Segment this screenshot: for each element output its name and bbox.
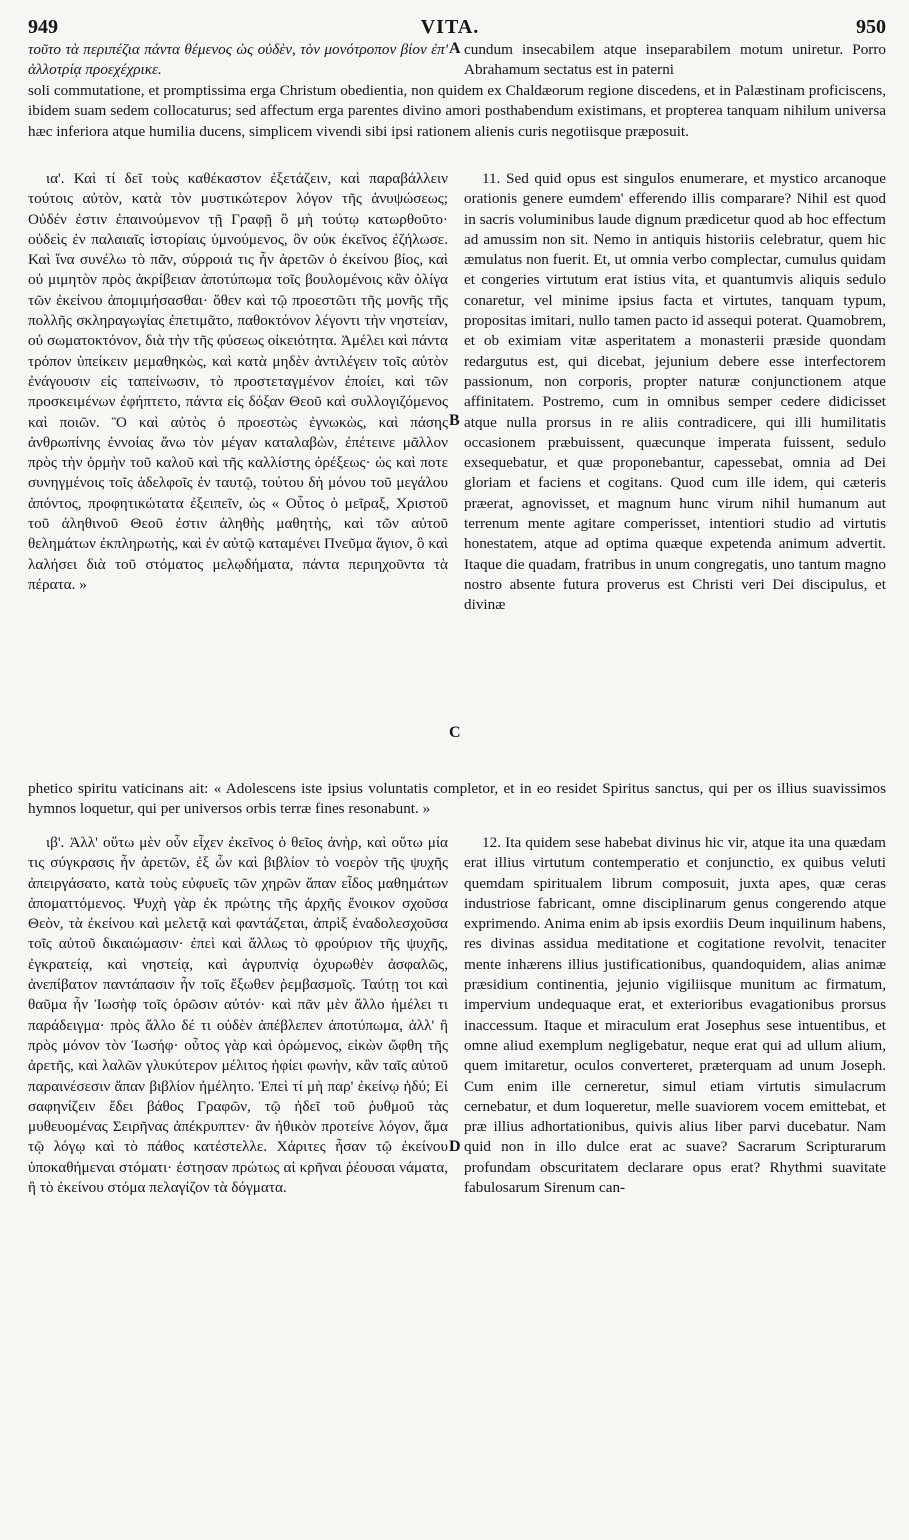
latin-text-11: 11. Sed quid opus est singulos enumerare, et mystico arcanoque orationis genere eumdem' efferendo illis comparare? Nihil est quod in sacris voluminibus laude dignum prædicetur quod ab hoc effectum ad amussim non sit. Nemo in antiquis historiis celebratur, quem hic æmulatus non fuerit. Et, ut omnia verbo complectar, cumulus quidam et congeries virtutum erat istius vita, et quantumvis aliquis sedulo conaretur, vel minime ipsius facta et virtutes, tanquam typum, propositas imitari, nullo tamen pacto id assequi poterat. Quamobrem, et ob eximiam vitæ asperitatem a monasterii præside quondam redargutus est, qui dicebat, jejunium debere esse interfectorem passionum, non corporis, propter naturæ conjunctionem atque affinitatem. Postremo, cum in omnibus semper cedere didicisset atque nulla prorsus in re aliis contradicere, qui illi humilitatis occasionem præbuissent, quæcunque imperata fuissent, sedulo exsequebatur, et quæ proponebantur, capessebat, omnia ad Dei gloriam et faciens et cogitans. Quod cum ille idem, qui cæteris præerat, agnovisset, et magnum hunc virum nihil humanum aut terrenum mente agitare comperisset, intentiori studio ad virtutis honestatem, atque ad optima quæque expetenda animum advertit. Itaque die quadam, fratribus in unum congregatis, uno tantum magno nostro absente futura proverus est Christi veri Dei discipulus, et divinæ [464, 170, 886, 614]
latin-full-width-2: phetico spiritu vaticinans ait: « Adolescens iste ipsius voluntatis completor, et in eo residet Spiritus sanctus, qui per os illius suavissimos hymnos loquetur, qui per universos orbis terræ fines resonabunt. » [28, 780, 886, 818]
greek-text-1: τοῦτο τὰ περιπέζια πάντα θέμενος ὡς οὐδὲν, τὸν μονότροπον βίον ἐπ' ἀλλοτρίᾳ προεχέχρικε. [28, 41, 448, 79]
section-2 [14, 169, 886, 779]
margin-letter-d: D [449, 1138, 461, 1155]
latin-text-12: 12. Ita quidem sese habebat divinus hic vir, atque ita una quædam erat illius virtutum contemperatio et conjunctio, ex quibus veluti quemdam spiritualem librum composuit, juxta apes, quæ ceras industriose fabricant, omne disciplinarum genus congerendo atque exprimendo. Anima enim ab ipsis exordiis Deum inquilinum habens, res divinas assidua meditatione et cogitatione revolvit, tenaciter mente inhærens illius justificationibus, quandoquidem, alias animæ præsidium continentia, jejunio vigiliisque munitum ac firmatum, impervium undequaque erat, et exterioribus evagationibus prorsus inaccessum. Itaque et miraculum erat Josephus sese intuentibus, et omne aliud exemplum negligebatur, neque erat qui ad ullum alium, quem imitaretur, oculos converteret, præterquam ad unum Joseph. Cum enim ille cerneretur, simul etiam virtutis simulacrum cernebatur, et dum loqueretur, melle suaviorem vocem emittebat, et præ illius adhortationibus, quivis alius liber parvi ducebatur. Nam quid non in illo dulce erat ac suave? Sacrarum Scripturarum profundam obscuritatem declarare opus erat? Rhythmi suavitate fabulosarum Sirenum can- [464, 834, 886, 1197]
latin-full-width-1: soli commutatione, et promptissima erga Christum obedientia, non quidem ex Chaldæorum regione discedens, et in Palæstinam proficiscens, ibidem suam sedem collocaturus; sed affectum erga parentes divino amori posthabendum existimans, et propterea tanquam nihilum universa hæc inferiora atque humilia ducens, simplicem vivendi sibi ipsi rationem alienis curis negotiisque præposuit. [28, 82, 886, 140]
page-header [14, 16, 886, 40]
greek-text-12: ιβ'. Ἀλλ' οὕτω μὲν οὖν εἶχεν ἐκεῖνος ὁ θεῖος ἀνὴρ, καὶ οὕτω μία τις σύγκρασις ἦν ἀρετῶν, ἐξ ὧν καὶ βιβλίον τὸ νοερὸν τῆς ψυχῆς ἀπειργάσατο, κατὰ τοὺς εὐφυεῖς τῶν χηρῶν ἅπαν εἶδος μαθημάτων ἀποματτόμενος. Ψυχὴ γὰρ ἐκ πρώτης τῆς ἀρχῆς ἔνοικον σχοῦσα Θεὸν, τὰ ἐκείνου καὶ μελετᾷ καὶ φαντάζεται, ἀπρὶξ ἐναδολεσχοῦσα τοῖς αὐτοῦ δικαιώμασιν· ἐπεὶ καὶ ἄλλως τὸ φρούριον τῆς ψυχῆς, ἐγκρατείᾳ, καὶ νηστείᾳ, καὶ ἀγρυπνίᾳ ὀχυρωθὲν ἀσφαλῶς, ἀνεπίβατον παντάπασιν ἦν τοῖς ἔξωθεν ῥεμβασμοῖς. Ταύτῃ τοι καὶ θαῦμα ἦν Ἰωσὴφ τοῖς ὁρῶσιν αὐτόν· καὶ πᾶν μὲν ἄλλο ἠμέλει τι παράδειγμα· πρὸς ἄλλο δέ τι οὐδὲν ἀπέβλεπεν ἀποτύπωμα, ἀλλ' ἢ πρὸς μόνον τὸν Ἰωσήφ· οὗτος γὰρ καὶ ὁρώμενος, εἰκὼν ὤφθη τῆς ἀρετῆς, καὶ λαλῶν γλυκύτερον μέλιτος ἠφίει φωνὴν, κἂν ταῖς αὐτοῦ παραινέσεσιν ἅπαν βιβλίον ἠμέλητο. Ἐπεὶ τί μὴ παρ' ἐκείνῳ ἡδύ; Εἰ σαφηνίζειν ἔδει βάθος Γραφῶν, τῷ ἠδεῖ τοῦ ῥυθμοῦ τὰς μυθευομένας Σειρῆνας ἀπέκρυπτεν· ἂν ἠθικὸν προτείνε λόγον, ἅμα τῷ λόγῳ καὶ τὸ πάθος κατέστελλε. Χάριτες ἦσαν τῷ ἐκείνου ὑποκαθήμεναι στόματι· ἐστησαν πρώτως αἱ κρῆναι ῥέουσαι νάματα, ἢ τὸ ἐκείνου στόμα πελαγίζον τὰ δόγματα. [28, 834, 448, 1197]
margin-letter-a: A [449, 40, 461, 57]
greek-text-11: ια'. Καὶ τί δεῖ τοὺς καθέκαστον ἐξετάζειν, καὶ παραβάλλειν τούτοις αὐτὸν, κατὰ τὸν μυστικώτερον λόγον τῆς ἀνυψώσεως; Οὐδέν ἐστιν ἐπαινούμενον τῇ Γραφῇ ὃ μὴ τούτῳ κατωρθοῦτο· οὐδεὶς ἐν παλαιαῖς ἱστορίαις ὑμνούμενος, ὃν οὐκ ἐκεῖνος ἐζήλωσε. Καὶ ἵνα συνέλω τὸ πᾶν, σύρροιά τις ἦν ἀρετῶν ὁ ἐκείνου βίος, καὶ οὐ μιμητὸν πρὸς ἀκρίβειαν ἀποτύπωμα τοῖς βουλομένοις κἂν ὀλίγα τῶν ἐκείνου ἀπομιμήσασθαι· ὅθεν καὶ τῷ προεστῶτι τῆς μονῆς τῆς πολλῆς σκληραγωγίας ἐπετιμᾶτο, παθοκτόνον λέγοντι τὴν νηστείαν, οὐ σωματοκτόνον, διὰ τὴν τῆς φύσεως οἰκειότητα. Ἀμέλει καὶ πάντα τρόπον ὑπείκειν μεμαθηκὼς, καὶ κατὰ μηδὲν ἀντιλέγειν τοῖς αὐτὸν ἐνάγουσιν εἰς ταπείνωσιν, τὸ προστεταγμένον ἐποίει, καὶ τῶν προσκειμένων ἐφήπτετο, πάντα εἰς δόξαν Θεοῦ καὶ συλλογιζόμενος καὶ ποιῶν. Ὃ καὶ αὐτὸς ὁ προεστὼς ἐγνωκὼς, καὶ πάσης ἀνθρωπίνης ἐννοίας ἄνω τὸν μέγαν καταλαβὼν, ἐπέτεινε μᾶλλον πρὸς τὴν ὁρμὴν τοῦ καλοῦ καὶ τῆς καλλίστης ὀρέξεως· ὡς καὶ ποτε συνηγμένοις τοῖς ἀδελφοῖς ἐν ταυτῷ, τούτου δὴ μόνου τοῦ μεγάλου ἀπόντος, προφητικώτατα ἐξειπεῖν, ὡς « Οὗτος ὁ μεῖραξ, Χριστοῦ τοῦ ἀληθινοῦ Θεοῦ ἐστιν ἀληθὴς μαθητὴς, καὶ τῶν αὐτοῦ θελημάτων ἐκπληρωτὴς, καὶ ἐν αὐτῷ καταμένει Πνεῦμα ἅγιον, ὃ καὶ λαλήσει διὰ τοῦ στόματος μελῳδήματα, πάντα περιηχοῦντα τὰ πέρατα. » [28, 170, 448, 593]
page [14, 16, 886, 1526]
margin-letter-c: C [449, 724, 461, 741]
section-1 [14, 40, 886, 81]
running-title: VITA. [420, 16, 480, 38]
margin-letter-b: B [449, 412, 460, 429]
page-number-left: 949 [28, 16, 58, 38]
section-3 [14, 833, 886, 1513]
latin-text-1: cundum insecabilem atque inseparabilem motum uniretur. Porro Abrahamum sectatus est in paterni [464, 41, 886, 79]
page-number-right: 950 [856, 16, 886, 38]
